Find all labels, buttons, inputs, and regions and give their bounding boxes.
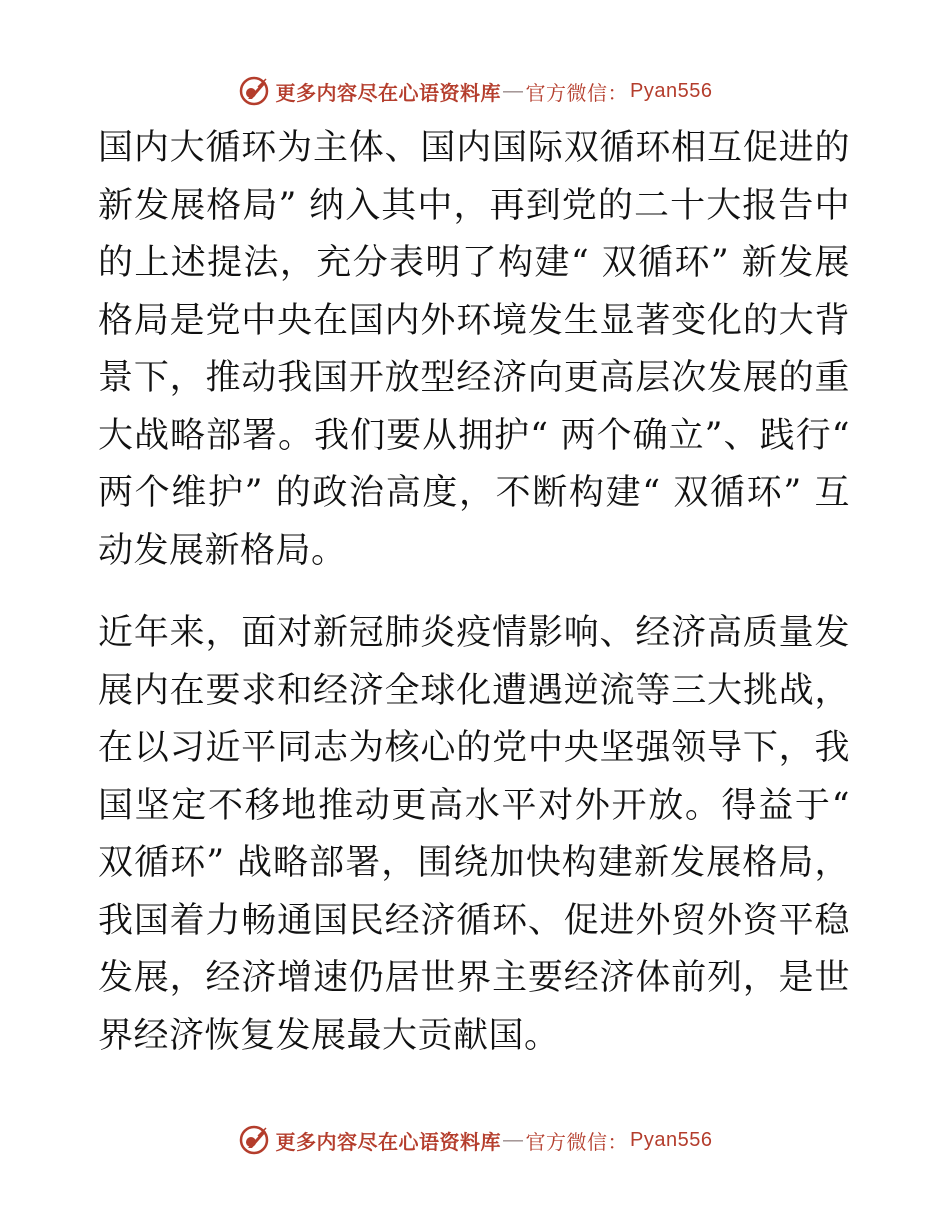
quill-logo-icon [238, 1124, 270, 1156]
header-watermark [0, 71, 950, 111]
watermark-separator: — [503, 79, 524, 102]
watermark-account-label: 官方微信： [525, 1129, 629, 1154]
watermark-site-text: 更多内容尽在心语资料库 [275, 80, 502, 105]
paragraph-1: 国内大循环为主体、国内国际双循环相互促进的新发展格局” 纳入其中，再到党的二十大报告中的上述提法，充分表明了构建“ 双循环” 新发展格局是党中央在国内外环境发生显著变化的大背景下，推动我国开放型经济向更高层次发展的重大战略部署。我们要从拥护“ 两个确立”、践行“ 两个维护” 的政治高度，不断构建“ 双循环” 互动发展新格局。 [98, 128, 850, 571]
document-body [98, 120, 850, 1065]
watermark-account-id: Pyan556 [630, 1128, 713, 1151]
quill-logo-icon [238, 75, 270, 107]
paragraph-2: 近年来，面对新冠肺炎疫情影响、经济高质量发展内在要求和经济全球化遭遇逆流等三大挑战，在以习近平同志为核心的党中央坚强领导下，我国坚定不移地推动更高水平对外开放。得益于“ 双循环” 战略部署，围绕加快构建新发展格局，我国着力畅通国民经济循环、促进外贸外资平稳发展，经济增速仍居世界主要经济体前列，是世界经济恢复发展最大贡献国。 [98, 613, 850, 1056]
watermark-separator: — [503, 1128, 524, 1151]
watermark-site-text: 更多内容尽在心语资料库 [275, 1129, 502, 1154]
watermark-account-id: Pyan556 [630, 79, 713, 102]
watermark-account-label: 官方微信： [525, 80, 629, 105]
footer-watermark [0, 1120, 950, 1160]
